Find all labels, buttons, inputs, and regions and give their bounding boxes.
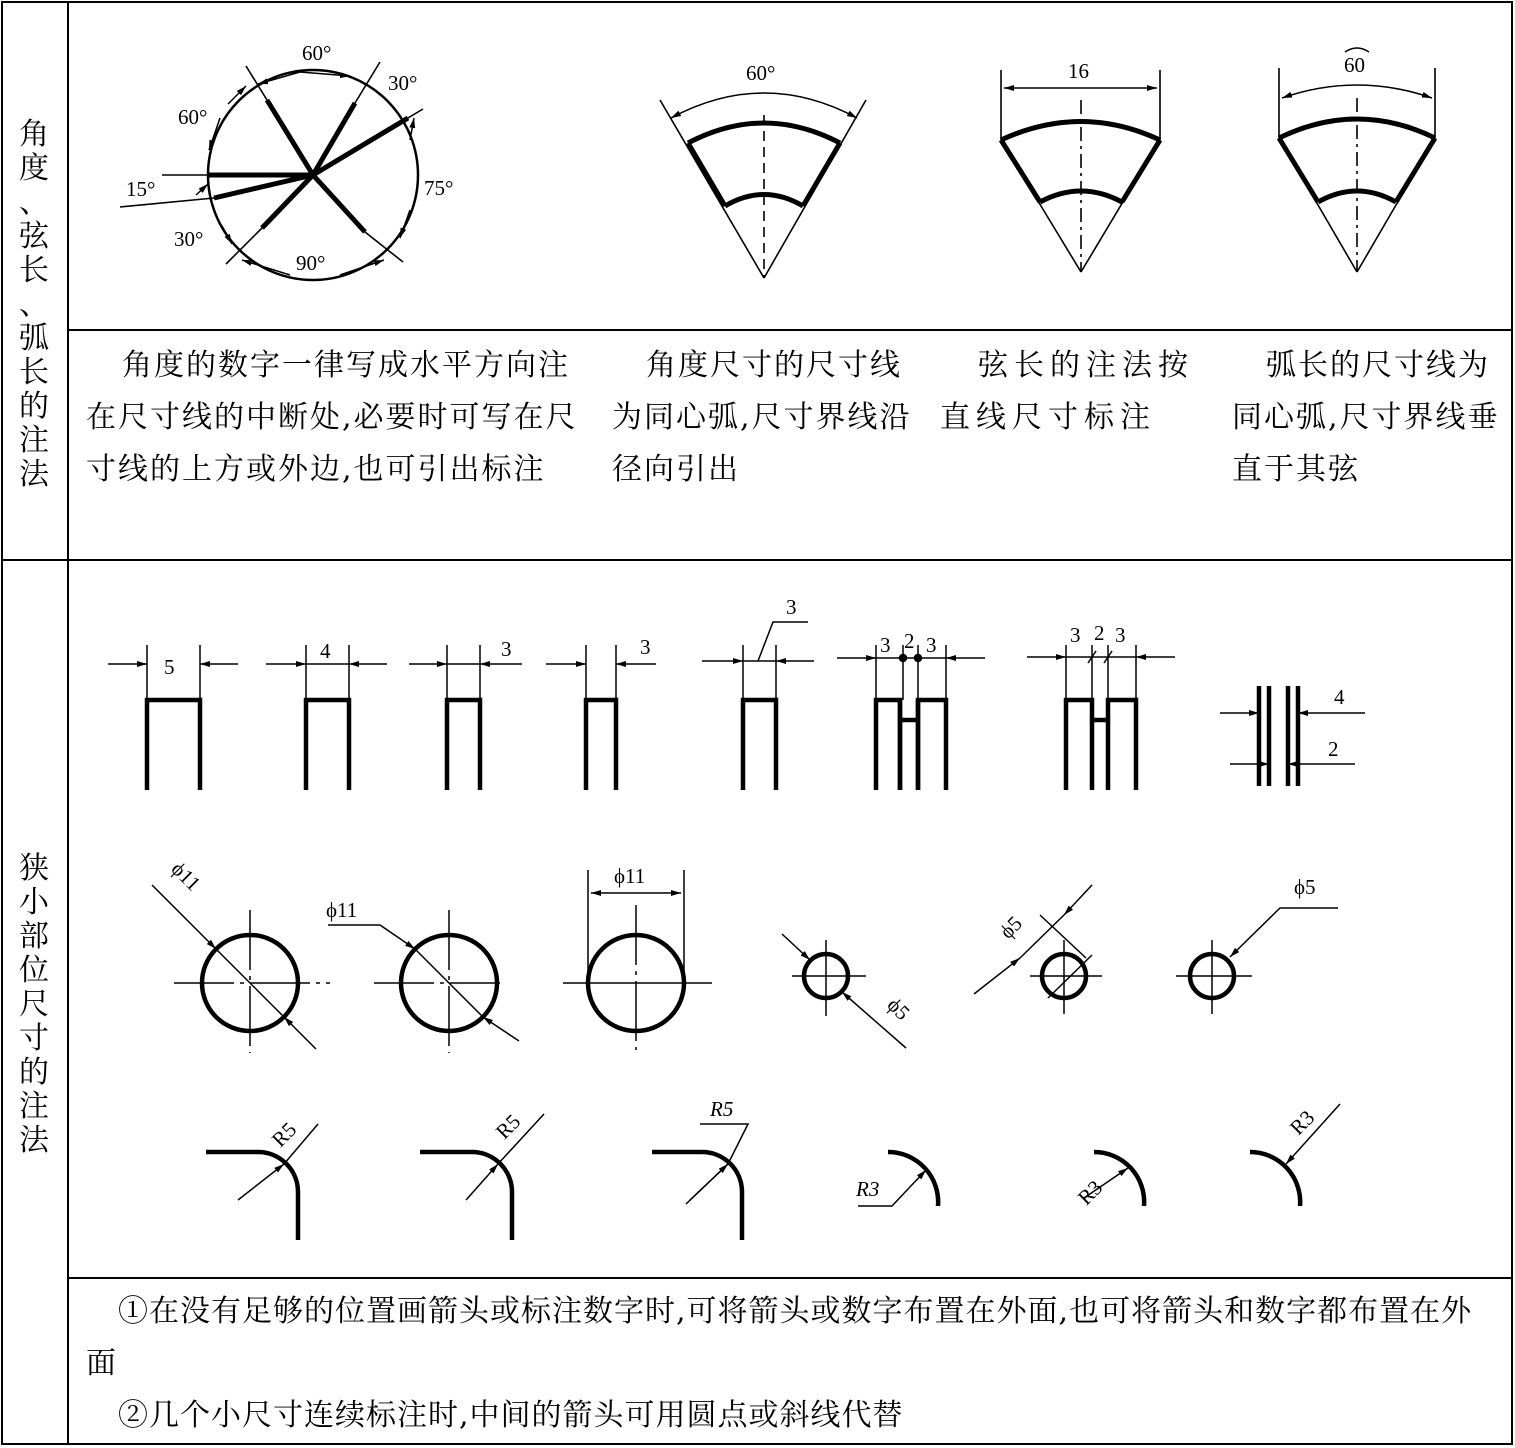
slot-dim-4: 4 — [320, 639, 331, 663]
angle-circle-labels — [126, 41, 453, 275]
row2-header-char: 注 — [19, 1089, 49, 1124]
radius-label-2: R5 — [490, 1109, 526, 1144]
slot-dim-multi-3-right: 3 — [926, 633, 937, 657]
radius-label-6: R3 — [1284, 1105, 1320, 1140]
diameter-label-2: ϕ11 — [326, 898, 358, 922]
slot-dim-3a: 3 — [501, 637, 512, 661]
angle-label-30-right: 30° — [388, 71, 418, 95]
slot-dim-labels — [164, 595, 1345, 761]
slot-dim-multi-2: 2 — [904, 629, 915, 653]
row2-header-char: 的 — [19, 1055, 49, 1090]
slot-dim-3c: 3 — [786, 595, 797, 619]
row2-header-char: 位 — [19, 953, 49, 988]
angle-label-15: 15° — [126, 177, 156, 201]
row1-header-char: 度 — [19, 151, 49, 186]
row1-header-char: 弦 — [19, 219, 49, 254]
angle-dimension-label: 60° — [746, 61, 776, 85]
chord-length-description: 弦长的注法按直线尺寸标注 — [940, 348, 1194, 435]
row1-header-char: 角 — [19, 117, 49, 152]
table-grid — [2, 2, 1512, 1444]
radius-label-3: R5 — [710, 1097, 734, 1121]
angle-dimension-figure — [660, 93, 866, 278]
row2-header-char: 尺 — [19, 987, 49, 1022]
angle-label-30-left: 30° — [174, 227, 204, 251]
plate-dim-4: 4 — [1334, 685, 1345, 709]
diameter-label-3: ϕ11 — [614, 864, 646, 888]
plate-dim-2: 2 — [1328, 737, 1339, 761]
arc-length-figure — [1279, 48, 1435, 272]
row1-header-char: 注 — [19, 423, 49, 458]
angle-label-90: 90° — [296, 251, 326, 275]
row1-header-char: 法 — [19, 457, 49, 492]
slot-dim-slash-2: 2 — [1094, 621, 1105, 645]
angle-text-description: 角度的数字一律写成水平方向注在尺寸线的中断处,必要时可写在尺寸线的上方或外边,也可引出标注 — [86, 348, 578, 487]
arc-length-description: 弧长的尺寸线为同心弧,尺寸界线垂直于其弦 — [1232, 348, 1500, 487]
row1-header-char: 的 — [19, 389, 49, 424]
chord-length-label: 16 — [1068, 59, 1089, 83]
row1-header — [14, 118, 54, 492]
radius-label-1: R5 — [266, 1117, 302, 1152]
row2-header-char: 狭 — [19, 851, 49, 886]
row1-header-char: 长 — [19, 355, 49, 390]
row1-header-char: 、 — [19, 185, 49, 220]
note-2: ②几个小尺寸连续标注时,中间的箭头可用圆点或斜线代替 — [118, 1398, 904, 1433]
chord-length-figure — [1001, 70, 1160, 272]
slot-dim-3b: 3 — [640, 635, 651, 659]
row2-header-char: 部 — [19, 919, 49, 954]
diameter-labels — [167, 857, 1316, 1025]
slot-dim-slash-3-left: 3 — [1070, 623, 1081, 647]
row2-header — [14, 852, 54, 1158]
note-1: ①在没有足够的位置画箭头或标注数字时,可将箭头或数字布置在外面,也可将箭头和数字都布置在外面 — [86, 1294, 1473, 1381]
arc-length-label: 60 — [1344, 53, 1365, 77]
slot-dim-multi-3-left: 3 — [880, 633, 891, 657]
diameter-label-1: ϕ11 — [166, 856, 206, 896]
angle-dimension-description: 角度尺寸的尺寸线为同心弧,尺寸界线沿径向引出 — [612, 348, 912, 487]
row1-header-char: 、 — [19, 287, 49, 322]
row1-header-char: 长 — [19, 253, 49, 288]
angle-circle-figure — [120, 62, 423, 280]
diameter-label-5: ϕ5 — [994, 911, 1027, 944]
row1-header-char: 弧 — [19, 321, 49, 356]
slot-dim-5: 5 — [164, 655, 175, 679]
radius-figures — [206, 1104, 1340, 1240]
radius-label-5: R3 — [1072, 1175, 1108, 1210]
angle-label-60-top: 60° — [302, 41, 332, 65]
angle-label-60-left: 60° — [178, 105, 208, 129]
radius-label-4: R3 — [856, 1177, 880, 1201]
slot-figures — [108, 622, 1365, 790]
row2-header-char: 寸 — [19, 1021, 49, 1056]
diameter-label-6: ϕ5 — [1294, 875, 1316, 899]
diameter-label-4: ϕ5 — [882, 992, 915, 1025]
slot-dim-slash-3-right: 3 — [1115, 623, 1126, 647]
angle-label-75: 75° — [424, 176, 454, 200]
row2-header-char: 小 — [19, 885, 49, 920]
row2-header-char: 法 — [19, 1123, 49, 1158]
